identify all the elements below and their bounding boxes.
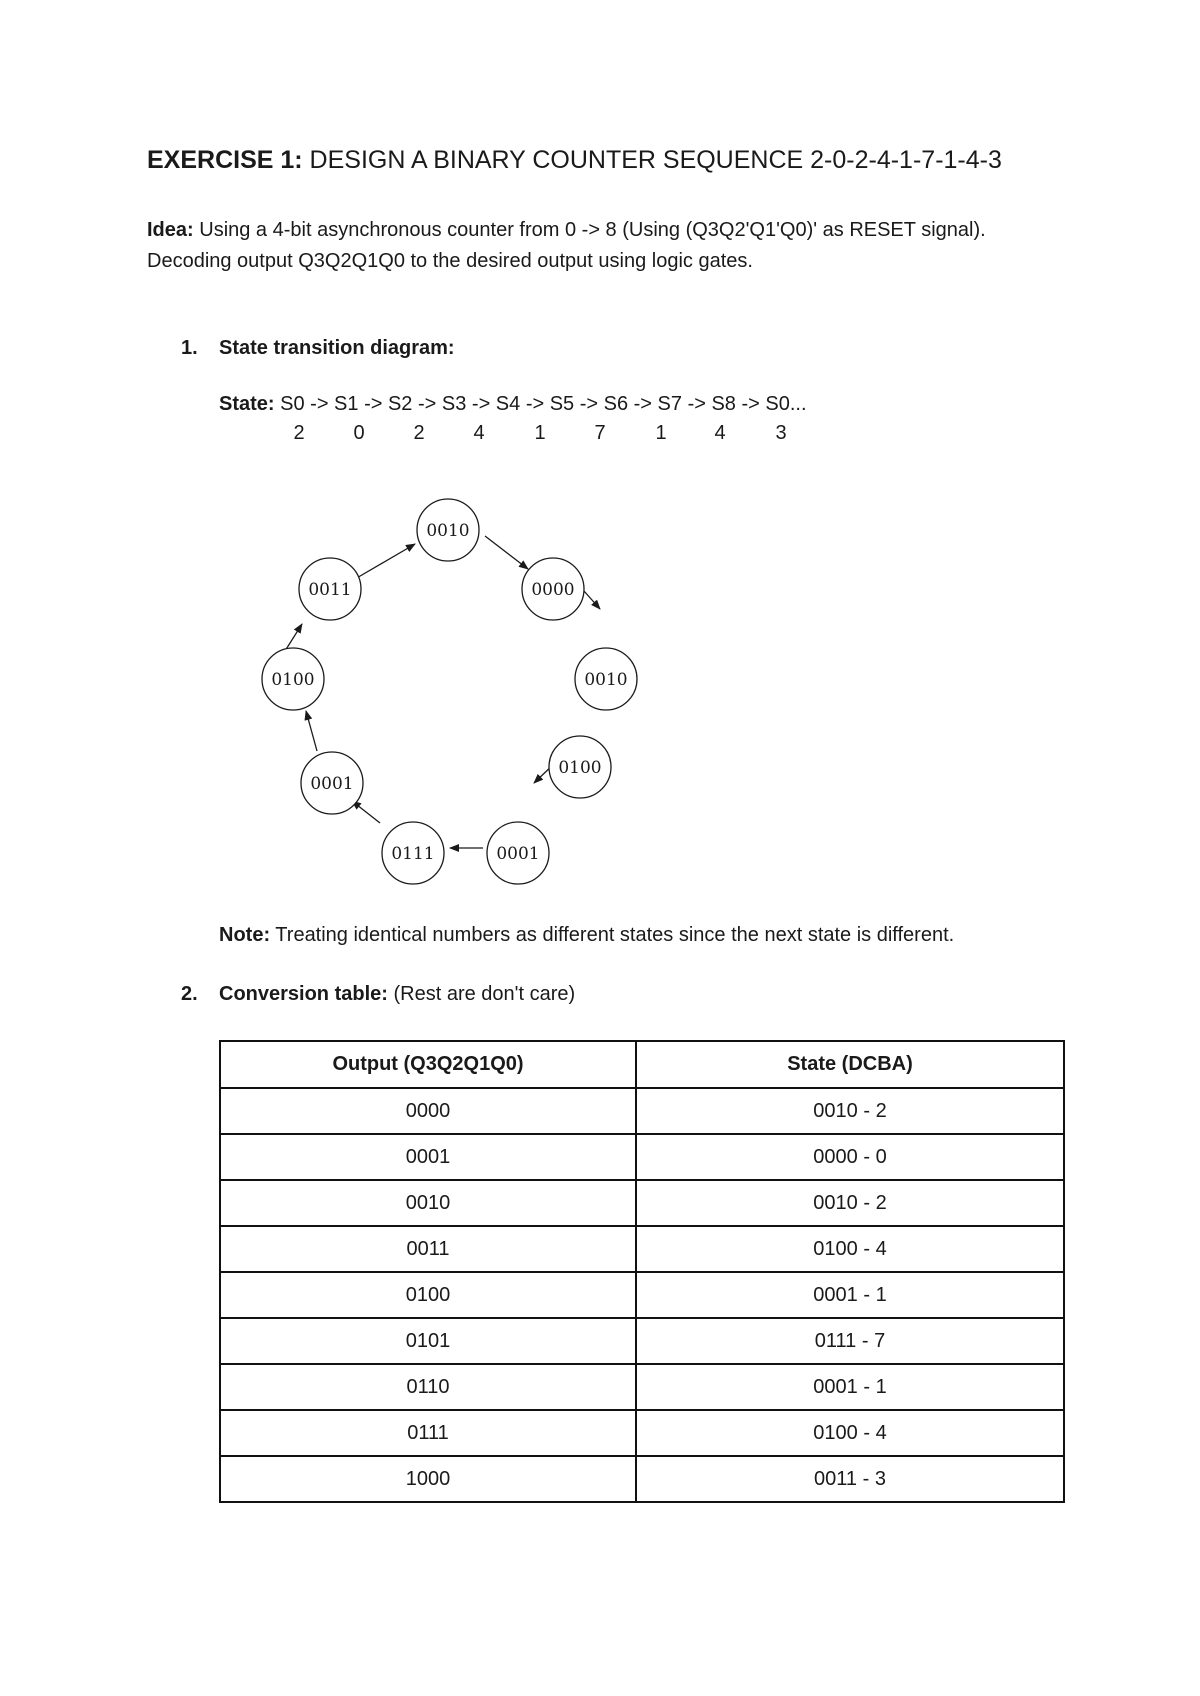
transition-arrow	[352, 801, 380, 823]
state-value: 7	[594, 422, 606, 444]
state-cell: 0010 - 2	[636, 1180, 1064, 1226]
table-row	[220, 1088, 1064, 1134]
state-cell: 0001 - 1	[636, 1272, 1064, 1318]
section2-subtitle: (Rest are don't care)	[387, 983, 576, 1005]
exercise-label: EXERCISE 1:	[147, 146, 303, 174]
section1-number: 1.	[181, 337, 198, 359]
node-label: 0001	[310, 774, 354, 794]
state-cell: 0100 - 4	[636, 1410, 1064, 1456]
state-transition-diagram	[240, 480, 680, 890]
output-cell: 0011	[220, 1226, 636, 1272]
idea-paragraph	[147, 215, 1047, 277]
idea-text: Using a 4-bit asynchronous counter from 0 -> 8 (Using (Q3Q2'Q1'Q0)' as RESET signal). Decoding output Q3Q2Q1Q0 to the desired output using logic gates.	[147, 219, 986, 272]
note-paragraph	[219, 924, 954, 947]
note-text: Treating identical numbers as different states since the next state is different.	[270, 924, 955, 946]
note-label: Note:	[219, 924, 271, 946]
table-row	[220, 1364, 1064, 1410]
state-value: 1	[534, 422, 546, 444]
state-value: 4	[473, 422, 485, 444]
transition-arrow	[485, 536, 528, 569]
state-cell: 0001 - 1	[636, 1364, 1064, 1410]
table-row	[220, 1272, 1064, 1318]
node-label: 0001	[496, 844, 540, 864]
node-label: 0000	[531, 580, 575, 600]
table-row	[220, 1410, 1064, 1456]
table-header-row	[220, 1041, 1064, 1088]
output-cell: 0001	[220, 1134, 636, 1180]
transition-arrow	[306, 711, 317, 751]
table-row	[220, 1134, 1064, 1180]
node-label: 0011	[308, 580, 352, 600]
exercise-title	[147, 146, 1002, 175]
output-cell: 0111	[220, 1410, 636, 1456]
node-label: 0010	[426, 521, 470, 541]
state-value: 4	[714, 422, 726, 444]
idea-label: Idea:	[147, 219, 194, 241]
section1-title: State transition diagram:	[219, 337, 455, 359]
state-label: State:	[219, 393, 275, 415]
section2-number: 2.	[181, 983, 198, 1005]
state-cell: 0000 - 0	[636, 1134, 1064, 1180]
transition-arrow	[285, 624, 302, 651]
section2-heading	[219, 983, 575, 1006]
table-row	[220, 1226, 1064, 1272]
state-cell: 0010 - 2	[636, 1088, 1064, 1134]
transition-arrow	[355, 544, 415, 579]
node-label: 0100	[271, 670, 315, 690]
exercise-title-text: DESIGN A BINARY COUNTER SEQUENCE 2-0-2-4-1-7-1-4-3	[302, 146, 1002, 174]
state-value: 0	[353, 422, 365, 444]
node-label: 0010	[584, 670, 628, 690]
state-cell: 0111 - 7	[636, 1318, 1064, 1364]
table-row	[220, 1318, 1064, 1364]
output-cell: 0010	[220, 1180, 636, 1226]
state-sequence-line	[219, 393, 807, 416]
state-cell: 0011 - 3	[636, 1456, 1064, 1502]
state-value: 2	[413, 422, 425, 444]
conversion-table	[219, 1040, 1065, 1503]
state-value: 1	[655, 422, 667, 444]
section2-title: Conversion table:	[219, 983, 388, 1005]
column-header-state: State (DCBA)	[636, 1041, 1064, 1088]
output-cell: 0101	[220, 1318, 636, 1364]
table-row	[220, 1180, 1064, 1226]
table-row	[220, 1456, 1064, 1502]
state-cell: 0100 - 4	[636, 1226, 1064, 1272]
state-value: 2	[293, 422, 305, 444]
column-header-output: Output (Q3Q2Q1Q0)	[220, 1041, 636, 1088]
output-cell: 0000	[220, 1088, 636, 1134]
output-cell: 0110	[220, 1364, 636, 1410]
node-label: 0111	[391, 844, 435, 864]
state-sequence: S0 -> S1 -> S2 -> S3 -> S4 -> S5 -> S6 -> S7 -> S8 -> S0...	[274, 393, 807, 415]
node-label: 0100	[558, 758, 602, 778]
output-cell: 0100	[220, 1272, 636, 1318]
output-cell: 1000	[220, 1456, 636, 1502]
state-value: 3	[775, 422, 787, 444]
